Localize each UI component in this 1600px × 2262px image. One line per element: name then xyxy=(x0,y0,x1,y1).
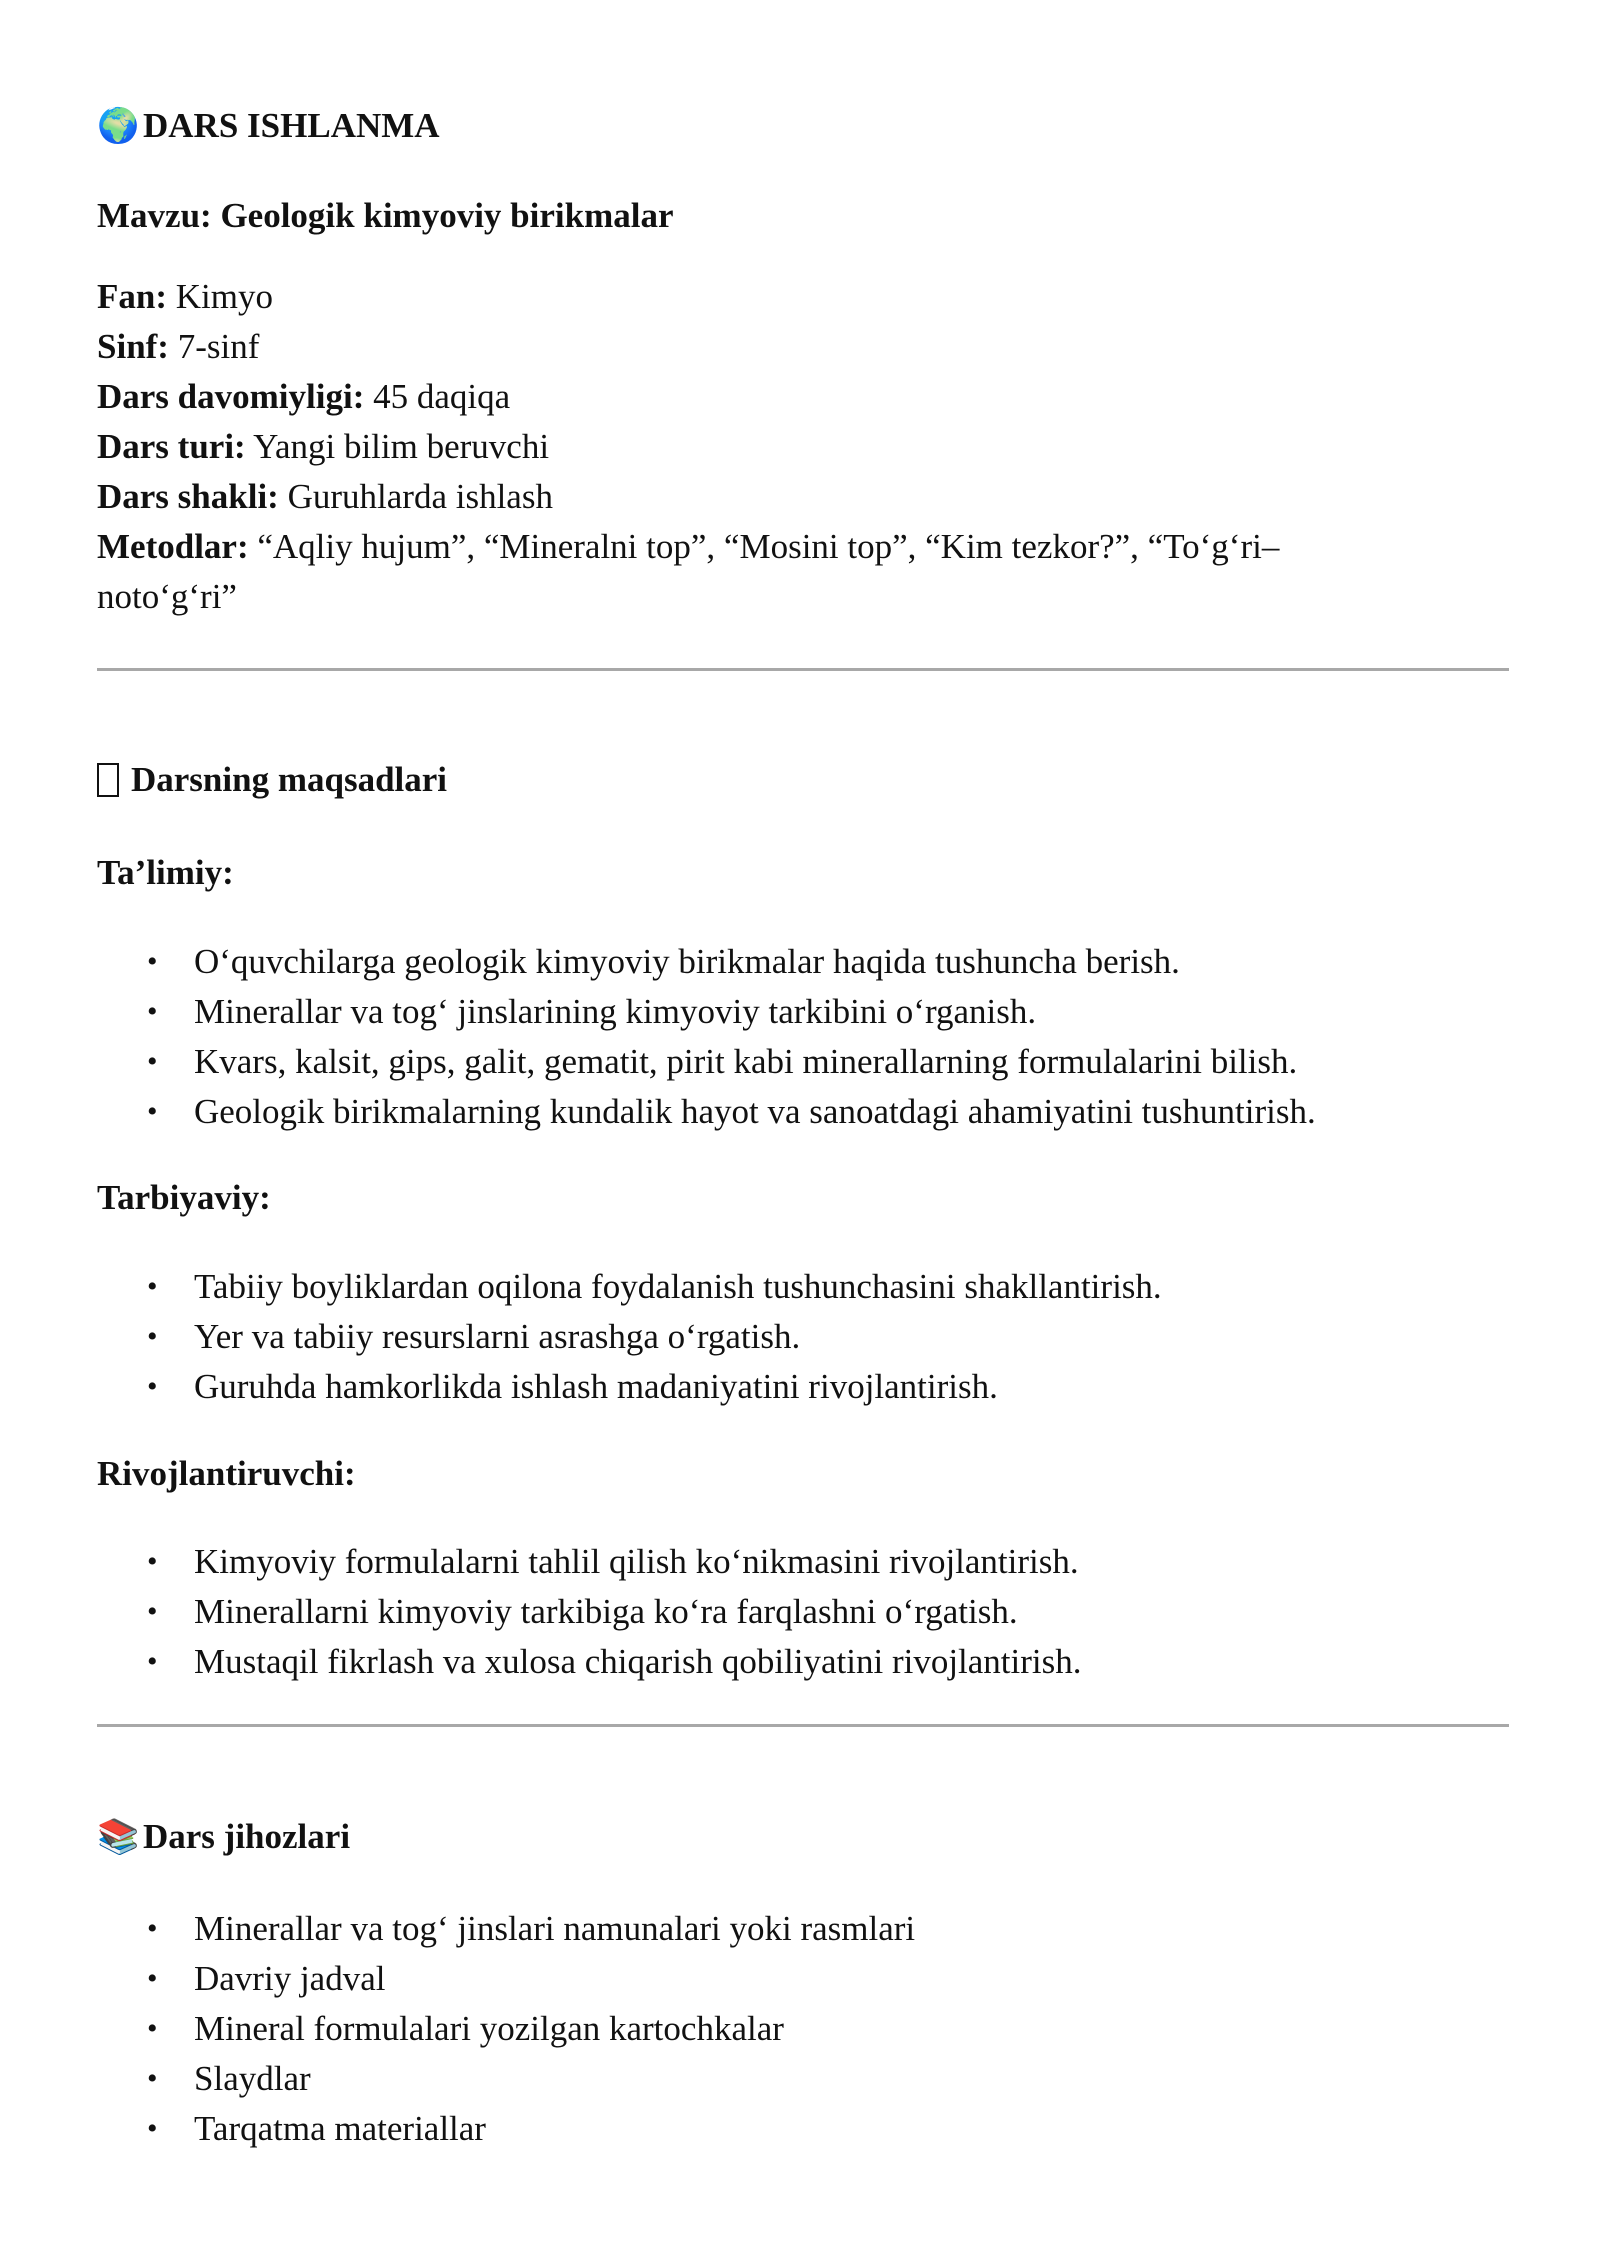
meta-value: “Aqliy hujum”, “Mineralni top”, “Mosini top”, “Kim tezkor?”, “To‘g‘ri–noto‘g‘ri” xyxy=(97,527,1280,616)
list-item: • Kvars, kalsit, gips, galit, gematit, pirit kabi minerallarning formulalarini bilish. xyxy=(97,1037,1517,1087)
list-item: • Minerallar va tog‘ jinslarining kimyoviy tarkibini o‘rganish. xyxy=(97,987,1517,1037)
meta-label: Dars davomiyligi: xyxy=(97,377,365,416)
meta-value: Kimyo xyxy=(175,277,273,316)
meta-label: Metodlar: xyxy=(97,527,249,566)
list-item: • Tarqatma materiallar xyxy=(97,2104,1517,2154)
meta-label: Fan: xyxy=(97,277,167,316)
tarbiyaviy-list xyxy=(97,1262,1517,1412)
divider xyxy=(97,1724,1509,1727)
meta-label: Dars shakli: xyxy=(97,477,279,516)
meta-value: 7-sinf xyxy=(177,327,260,366)
list-item: • Mustaqil fikrlash va xulosa chiqarish qobiliyatini rivojlantirish. xyxy=(97,1637,1517,1687)
lesson-meta xyxy=(97,272,1504,622)
list-item: • Geologik birikmalarning kundalik hayot va sanoatdagi ahamiyatini tushuntirish. xyxy=(97,1087,1517,1137)
meta-grade xyxy=(97,322,1504,372)
list-item: • Slaydlar xyxy=(97,2054,1517,2104)
equipment-list xyxy=(97,1904,1517,2154)
meta-label: Sinf: xyxy=(97,327,169,366)
list-item: • Yer va tabiiy resurslarni asrashga o‘rgatish. xyxy=(97,1312,1517,1362)
meta-label: Dars turi: xyxy=(97,427,246,466)
rivojlantiruvchi-heading: Rivojlantiruvchi: xyxy=(97,1454,356,1493)
list-item: • Minerallarni kimyoviy tarkibiga ko‘ra farqlashni o‘rgatish. xyxy=(97,1587,1517,1637)
talimiy-list xyxy=(97,937,1517,1137)
list-item: • Tabiiy boyliklardan oqilona foydalanish tushunchasini shakllantirish. xyxy=(97,1262,1517,1312)
missing-glyph-icon xyxy=(97,763,119,797)
meta-subject xyxy=(97,272,1504,322)
goals-heading-text: Darsning maqsadlari xyxy=(131,760,448,799)
meta-value: 45 daqiqa xyxy=(373,377,511,416)
list-item: • Guruhda hamkorlikda ishlash madaniyatini rivojlantirish. xyxy=(97,1362,1517,1412)
equipment-heading-text: Dars jihozlari xyxy=(143,1817,351,1856)
tarbiyaviy-heading: Tarbiyaviy: xyxy=(97,1178,271,1217)
document-title-text: DARS ISHLANMA xyxy=(143,106,440,145)
books-icon: 📚 xyxy=(97,1817,140,1857)
list-item: • O‘quvchilarga geologik kimyoviy birikmalar haqida tushuncha berish. xyxy=(97,937,1517,987)
list-item: • Davriy jadval xyxy=(97,1954,1517,2004)
list-item: • Kimyoviy formulalarni tahlil qilish ko‘nikmasini rivojlantirish. xyxy=(97,1537,1517,1587)
list-item: • Minerallar va tog‘ jinslari namunalari yoki rasmlari xyxy=(97,1904,1517,1954)
talimiy-heading: Ta’limiy: xyxy=(97,853,234,892)
document-title xyxy=(97,96,1504,156)
meta-methods xyxy=(97,522,1397,622)
globe-icon: 🌍 xyxy=(97,106,140,146)
meta-value: Yangi bilim beruvchi xyxy=(253,427,550,466)
meta-lesson-type xyxy=(97,422,1504,472)
goals-heading xyxy=(97,755,447,805)
lesson-topic: Mavzu: Geologik kimyoviy birikmalar xyxy=(97,196,674,235)
meta-duration xyxy=(97,372,1504,422)
equipment-heading xyxy=(97,1812,350,1862)
meta-lesson-form xyxy=(97,472,1504,522)
rivojlantiruvchi-list xyxy=(97,1537,1517,1687)
divider xyxy=(97,668,1509,671)
meta-value: Guruhlarda ishlash xyxy=(287,477,553,516)
list-item: • Mineral formulalari yozilgan kartochkalar xyxy=(97,2004,1517,2054)
